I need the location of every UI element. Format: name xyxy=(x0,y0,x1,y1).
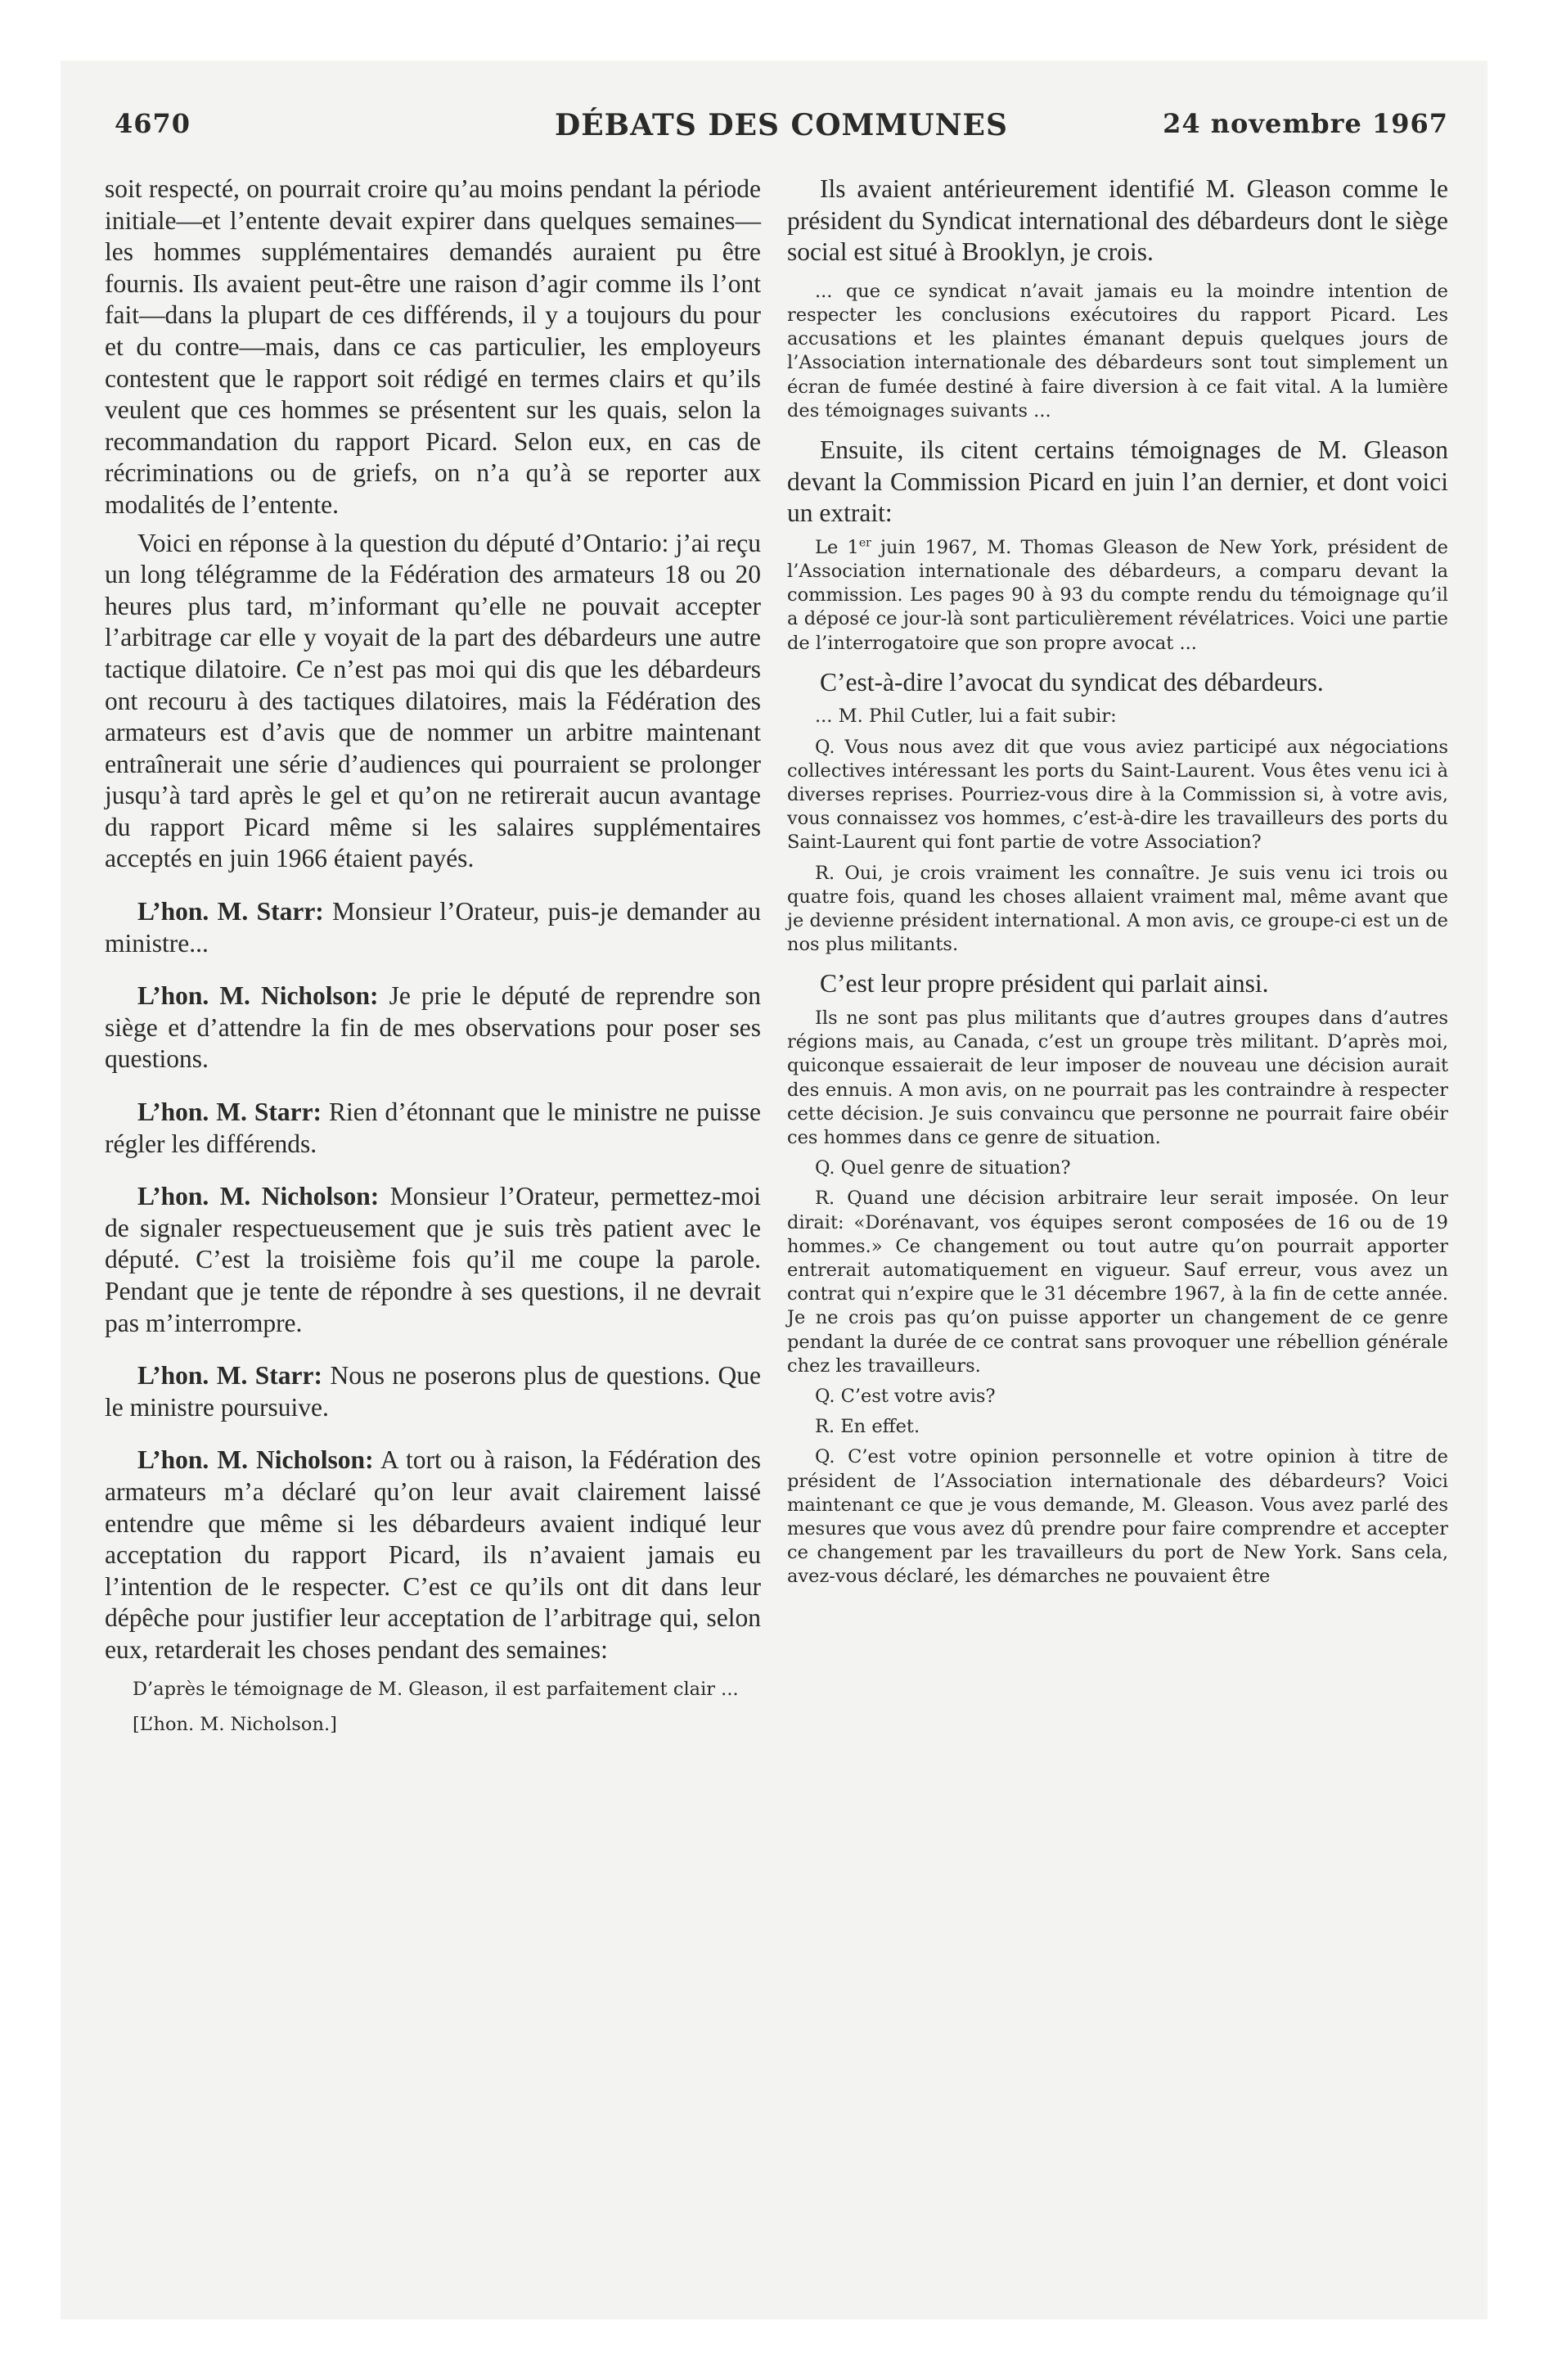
quoted-text: R. Oui, je crois vraiment les connaître. Je suis venu ici trois ou quatre fois, quand les choses allaient vraiment mal, même avant que je devienne président international. A mon avis, ce groupe-ci est un de nos plus militants. xyxy=(787,862,1448,956)
speech-text: Nous ne poserons plus de questions. Que le ministre poursuive. xyxy=(105,1361,761,1422)
speech-text: Je prie le député de reprendre son siège et d’attendre la fin de mes observations pour poser ses questions. xyxy=(105,981,761,1074)
speech xyxy=(105,980,761,1075)
speech xyxy=(105,1097,761,1160)
paragraph: Voici en réponse à la question du député d’Ontario: j’ai reçu un long télégramme de la Fédération des armateurs 18 ou 20 heures plus tard, m’informant qu’elle ne pouvait accepter l’arbitrage car elle y voyait de la part des débardeurs une autre tactique dilatoire. Ce n’est pas moi qui dis que les débardeurs ont recouru à des tactiques dilatoires, mais la Fédération des armateurs est d’avis que de nommer un arbitre maintenant entraînerait une série d’audiences qui pourraient se prolonger jusqu’à tard après le gel et qu’on ne retirerait aucun avantage du rapport Picard même si les salaires supplémentaires acceptés en juin 1966 étaient payés. xyxy=(105,528,761,873)
ordinal-superscript: er xyxy=(858,536,871,550)
quoted-text: Ils ne sont pas plus militants que d’autres groupes dans d’autres régions mais, au Canada, c’est un groupe très militant. D’après moi, quiconque essaierait de leur imposer de nouveau une décision aurait des ennuis. A mon avis, on ne pourrait pas les contraindre à respecter cette décision. Je suis convaincu que personne ne pourrait faire obéir ces hommes dans ce genre de situation. xyxy=(787,1007,1448,1149)
speaker-name: L’hon. M. Nicholson: xyxy=(137,1182,380,1211)
quoted-text: Q. C’est votre avis? xyxy=(815,1386,996,1408)
page-number: 4670 xyxy=(115,108,191,139)
running-title: DÉBATS DES COMMUNES xyxy=(554,108,1008,142)
speaker-name: L’hon. M. Starr: xyxy=(137,1361,322,1391)
quote-start: Le 1 xyxy=(815,536,859,558)
speech xyxy=(105,1445,761,1666)
speaker-name: L’hon. M. Starr: xyxy=(137,897,324,926)
speech-text: Rien d’étonnant que le ministre ne puisse régler les différends. xyxy=(105,1098,761,1158)
quoted-text: ... que ce syndicat n’avait jamais eu la moindre intention de respecter les conclusions exécutoires du rapport Picard. Les accusations et les plaintes émanant depuis quelques jours de l’Association internationale des débardeurs sont tout simplement un écran de fumée destiné à faire diversion à ce fait vital. A la lumière des témoignages suivants ... xyxy=(787,280,1448,421)
paragraph: soit respecté, on pourrait croire qu’au moins pendant la période initiale—et l’entente devait expirer dans quelques semaines—les hommes supplémentaires demandés auraient pu être fournis. Ils avaient peut-être une raison d’agir comme ils l’ont fait—dans la plupart de ces différends, il y a toujours du pour et du contre—mais, dans ce cas particulier, les employeurs contestent que le rapport soit rédigé en termes clairs et qu’ils veulent que ces hommes se présentent sur les quais, selon la recommandation du rapport Picard. Selon eux, en cas de récriminations ou de griefs, on n’a qu’à se reporter aux modalités de l’entente. xyxy=(105,174,761,519)
page-header xyxy=(115,108,1448,157)
right-column xyxy=(787,174,1448,1589)
speaker-name: L’hon. M. Nicholson: xyxy=(137,1445,374,1475)
paragraph: Ils avaient antérieurement identifié M. Gleason comme le président du Syndicat international des débardeurs dont le siège social est situé à Brooklyn, je crois. xyxy=(787,174,1448,267)
quoted-text: Q. Vous nous avez dit que vous aviez participé aux négociations collectives intéressant les ports du Saint-Laurent. Vous êtes venu ici à diverses reprises. Pourriez-vous dire à la Commission si, à votre avis, vous connaissez vos hommes, c’est-à-dire les travailleurs des ports du Saint-Laurent qui font partie de votre Association? xyxy=(787,736,1448,854)
quoted-text: D’après le témoignage de M. Gleason, il est parfaitement clair ... xyxy=(133,1678,739,1700)
speech-text: A tort ou à raison, la Fédération des armateurs m’a déclaré qu’on leur avait clairement laissé entendre que même si les débardeurs avaient indiqué leur acceptation du rapport Picard, ils n’avaient jamais eu l’intention de le respecter. C’est ce qu’ils ont dit dans leur dépêche pour justifier leur acceptation de l’arbitrage qui, selon eux, retarderait les choses pendant des semaines: xyxy=(105,1445,761,1664)
quoted-text: Q. C’est votre opinion personnelle et votre opinion à titre de président de l’Association internationale des débardeurs? Voici maintenant ce que je vous demande, M. Gleason. Vous avez parlé des mesures que vous avez dû prendre pour faire comprendre et accepter ce changement par les travailleurs du port de New York. Sans cela, avez-vous déclaré, les démarches ne pouvaient être xyxy=(787,1446,1448,1588)
quoted-text: R. En effet. xyxy=(815,1416,920,1438)
paragraph: C’est leur propre président qui parlait ainsi. xyxy=(820,969,1269,998)
left-column xyxy=(105,174,761,1737)
speech-text: Monsieur l’Orateur, permettez-moi de signaler respectueusement que je suis très patient avec le député. C’est la troisième fois qu’il me coupe la parole. Pendant que je tente de répondre à ses questions, il ne devrait pas m’interrompre. xyxy=(105,1182,761,1337)
quoted-text xyxy=(787,536,1448,656)
speech xyxy=(105,1181,761,1339)
quoted-text: Q. Quel genre de situation? xyxy=(815,1157,1071,1179)
quoted-text: ... M. Phil Cutler, lui a fait subir: xyxy=(815,705,1117,728)
speech-text: Monsieur l’Orateur, puis-je demander au ministre... xyxy=(105,897,761,958)
paragraph: Ensuite, ils citent certains témoignages de M. Gleason devant la Commission Picard en juin l’an dernier, et dont voici un extrait: xyxy=(787,435,1448,528)
speech xyxy=(105,1360,761,1423)
quoted-text: R. Quand une décision arbitraire leur serait imposée. On leur dirait: «Dorénavant, vos équipes seront composées de 16 ou de 19 hommes.» Ce changement ou tout autre qu’on pourrait apporter entrerait automatiquement en vigueur. Sauf erreur, vous avez un contrat qui n’expire que le 31 décembre 1967, à la fin de cette année. Je ne crois pas qu’on puisse apporter un changement de ce genre pendant la durée de ce contrat sans provoquer une rébellion générale chez les travailleurs. xyxy=(787,1188,1448,1377)
attribution: [L’hon. M. Nicholson.] xyxy=(133,1713,337,1735)
quote-rest: juin 1967, M. Thomas Gleason de New York, président de l’Association internationale des débardeurs, a comparu devant la commission. Les pages 90 à 93 du compte rendu du témoignage qu’il a déposé ce jour-là sont particulièrement révélatrices. Voici une partie de l’interrogatoire que son propre avocat ... xyxy=(787,536,1448,654)
header-date: 24 novembre 1967 xyxy=(1163,108,1448,139)
speaker-name: L’hon. M. Nicholson: xyxy=(137,981,379,1011)
speech xyxy=(105,896,761,959)
speaker-name: L’hon. M. Starr: xyxy=(137,1098,322,1127)
paragraph: C’est-à-dire l’avocat du syndicat des débardeurs. xyxy=(820,667,1324,696)
